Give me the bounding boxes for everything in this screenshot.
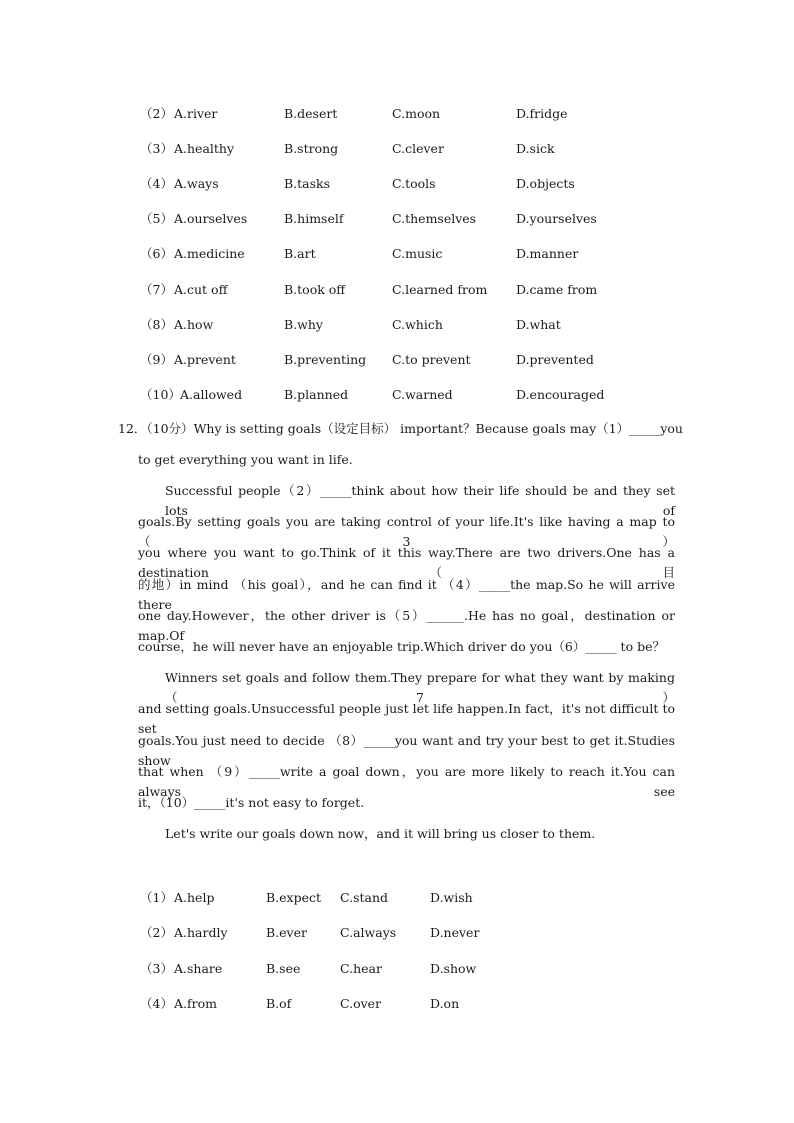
passage-line: course，he will never have an enjoyable trip.Which driver do you（6）_____ to be？: [138, 639, 665, 654]
option-number: （7）: [140, 281, 173, 297]
option-row: [0, 315, 794, 335]
passage-line: goals.You just need to decide （8）_____you want and try your best to get it.Studies show: [138, 733, 675, 768]
option-number: （2）: [140, 106, 173, 121]
option-row: [0, 280, 794, 300]
option-b: B.took off: [284, 281, 346, 297]
option-d: D.prevented: [516, 351, 594, 367]
option-c: C.which: [392, 316, 443, 332]
option-number: （9）: [140, 351, 173, 367]
passage-line: 的地）in mind （his goal），and he can find it （4）_____the map.So he will arrive there: [138, 577, 675, 612]
option-b: B.art: [284, 246, 316, 262]
passage-line: you where you want to go.Think of it this way.There are two drivers.One has a destination（目: [138, 545, 675, 580]
option-c: C.music: [392, 246, 443, 262]
option-c: C.learned from: [392, 281, 488, 297]
option-a: A.how: [174, 316, 214, 332]
option-number: （6）: [140, 246, 173, 262]
option-d: D.never: [430, 925, 480, 941]
option-row: [0, 888, 794, 908]
option-c: C.clever: [392, 141, 444, 157]
option-c: C.moon: [392, 106, 441, 121]
option-b: B.preventing: [284, 351, 367, 367]
option-b: B.tasks: [284, 176, 331, 192]
option-c: C.warned: [392, 386, 453, 402]
option-row: [0, 959, 794, 979]
option-c: C.over: [340, 995, 382, 1011]
option-a: A.river: [174, 106, 218, 121]
option-d: D.fridge: [516, 106, 568, 121]
option-b: B.strong: [284, 141, 339, 157]
option-number: （4）: [140, 176, 173, 192]
option-number: （4）: [140, 995, 173, 1011]
option-row: [0, 385, 794, 405]
option-d: D.wish: [430, 890, 473, 905]
option-c: C.themselves: [392, 211, 477, 227]
option-a: A.prevent: [174, 351, 236, 367]
option-d: D.show: [430, 960, 477, 976]
option-a: A.share: [174, 960, 223, 976]
option-number: （5）: [140, 211, 173, 227]
option-row: [0, 139, 794, 159]
question-line-2: to get everything you want in life.: [138, 452, 353, 467]
option-number: （10）: [140, 386, 181, 402]
option-b: B.planned: [284, 386, 349, 402]
option-c: C.stand: [340, 890, 389, 905]
option-d: D.encouraged: [516, 386, 605, 402]
option-a: A.medicine: [174, 246, 245, 262]
option-row: [0, 174, 794, 194]
option-number: （8）: [140, 316, 173, 332]
passage-line: that when （9）_____write a goal down，you are more likely to reach it.You can always see: [138, 764, 675, 799]
option-row: [0, 994, 794, 1014]
option-d: D.what: [516, 316, 561, 332]
passage-line: Successful people（2）_____think about how their life should be and they set lots of: [165, 483, 675, 518]
option-b: B.ever: [266, 925, 307, 941]
option-row: [0, 923, 794, 943]
question-line-1: 12．（10分）Why is setting goals（设定目标） important？Because goals may（1）_____you: [118, 421, 683, 436]
option-b: B.see: [266, 960, 301, 976]
option-a: A.cut off: [174, 281, 228, 297]
option-b: B.expect: [266, 890, 322, 905]
option-c: C.hear: [340, 960, 382, 976]
option-a: A.ourselves: [174, 211, 248, 227]
option-number: （3）: [140, 141, 173, 157]
passage-line: Winners set goals and follow them.They prepare for what they want by making （7）: [165, 670, 675, 705]
option-b: B.desert: [284, 106, 338, 121]
option-d: D.yourselves: [516, 211, 597, 227]
option-row: [0, 244, 794, 264]
passage-line: Let's write our goals down now，and it will bring us closer to them.: [165, 826, 596, 841]
option-a: A.allowed: [180, 386, 243, 402]
option-number: （3）: [140, 960, 173, 976]
option-b: B.of: [266, 995, 292, 1011]
option-a: A.ways: [174, 176, 219, 192]
option-row: [0, 104, 794, 124]
question-number: 12．（10分）: [118, 421, 194, 436]
option-number: （2）: [140, 925, 173, 941]
option-b: B.why: [284, 316, 323, 332]
option-a: A.healthy: [174, 141, 235, 157]
passage-line: one day.However，the other driver is（5）______.He has no goal，destination or map.Of: [138, 608, 675, 643]
option-d: D.sick: [516, 141, 555, 157]
passage-line: and setting goals.Unsuccessful people just let life happen.In fact，it's not difficult to set: [138, 701, 675, 736]
option-c: C.always: [340, 925, 397, 941]
option-b: B.himself: [284, 211, 344, 227]
passage-line: it，（10）_____it's not easy to forget.: [138, 795, 365, 810]
option-a: A.hardly: [174, 925, 228, 941]
option-c: C.to prevent: [392, 351, 471, 367]
option-d: D.on: [430, 995, 460, 1011]
option-a: A.help: [174, 890, 215, 905]
option-d: D.manner: [516, 246, 579, 262]
passage-line: goals.By setting goals you are taking control of your life.It's like having a map to （3）: [138, 514, 675, 549]
option-c: C.tools: [392, 176, 436, 192]
option-d: D.came from: [516, 281, 598, 297]
option-row: [0, 209, 794, 229]
option-a: A.from: [174, 995, 217, 1011]
option-d: D.objects: [516, 176, 575, 192]
option-row: [0, 350, 794, 370]
option-number: （1）: [140, 890, 173, 905]
